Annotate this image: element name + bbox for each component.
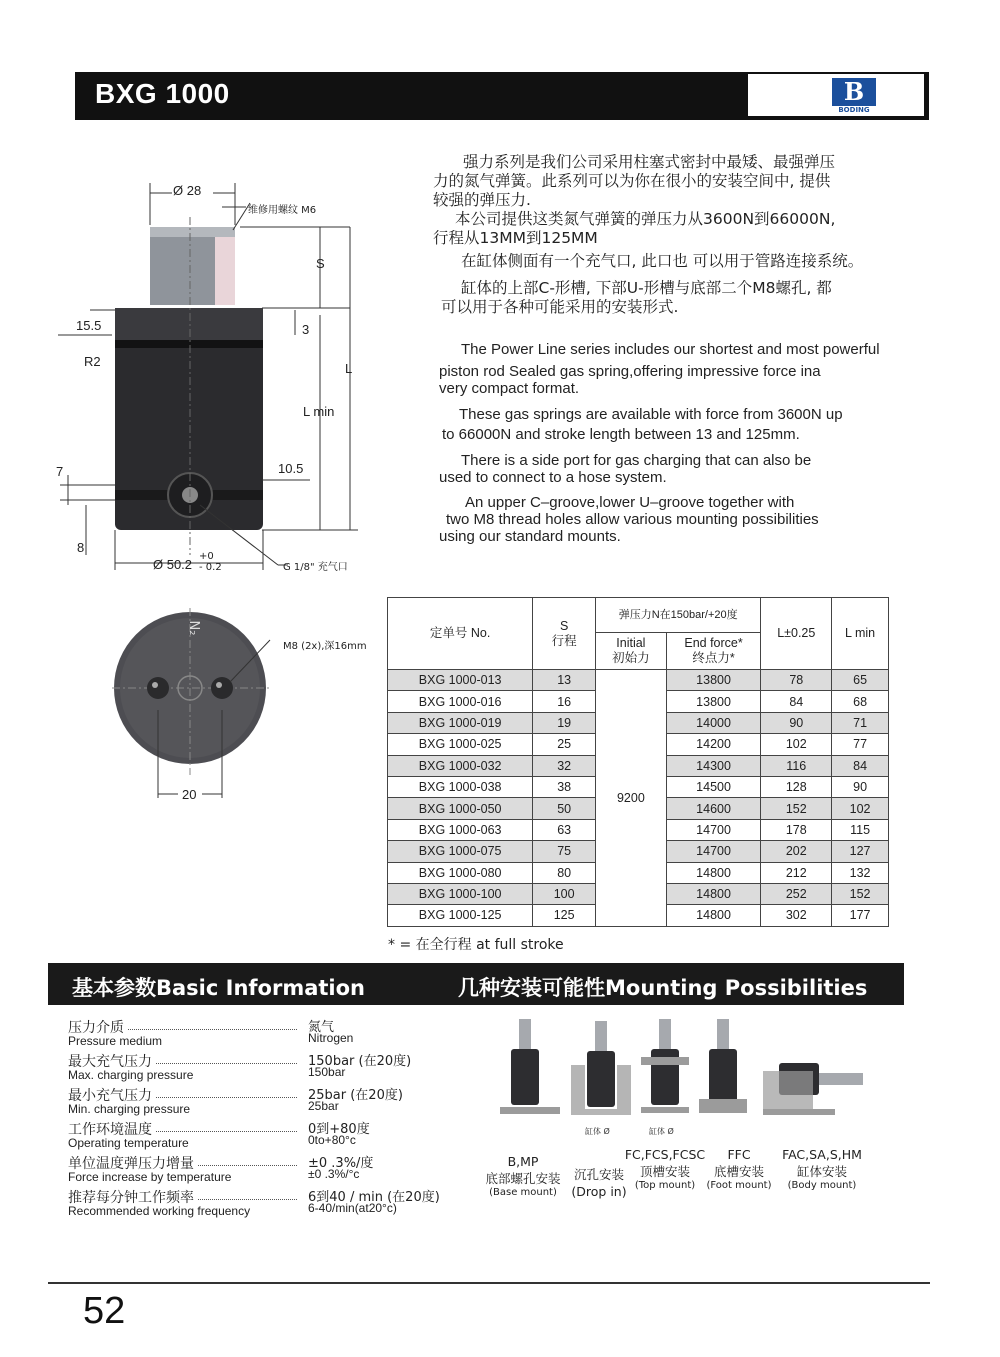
cell-length-min: 102 xyxy=(832,798,889,819)
cell-length: 178 xyxy=(761,819,832,840)
footer-rule xyxy=(48,1282,930,1284)
cell-length-min: 65 xyxy=(832,670,889,691)
table-footnote: * = 在全行程 at full stroke xyxy=(388,937,564,953)
cell-length: 302 xyxy=(761,905,832,926)
cell-end-force: 13800 xyxy=(666,691,761,712)
mount-name-en: (Body mount) xyxy=(787,1180,857,1191)
param-name-cn: 工作环境温度 xyxy=(68,1122,152,1138)
cell-stroke: 125 xyxy=(533,905,596,926)
param-value-en: 6-40/min(at20°c) xyxy=(308,1201,397,1215)
dim-3: 3 xyxy=(302,322,310,337)
cell-end-force: 14600 xyxy=(666,798,761,819)
rod-diameter-label: Ø 28 xyxy=(173,183,202,198)
page-title: BXG 1000 xyxy=(95,78,230,109)
basic-info-item xyxy=(68,1085,438,1119)
dim-10-5: 10.5 xyxy=(278,461,304,476)
cell-length-min: 77 xyxy=(832,734,889,755)
mounting-drawings xyxy=(495,1015,895,1143)
cell-length: 202 xyxy=(761,841,832,862)
param-name-en: Max. charging pressure xyxy=(68,1068,194,1082)
cell-length-min: 177 xyxy=(832,905,889,926)
dim-15-5: 15.5 xyxy=(76,318,102,333)
param-name-cn: 压力介质 xyxy=(68,1020,124,1036)
cell-length: 84 xyxy=(761,691,832,712)
cell-order-no: BXG 1000-025 xyxy=(388,734,533,755)
intro-en-line: piston rod Sealed gas spring,offering impressive force ina xyxy=(439,363,821,380)
mount-name-cn: 底部螺孔安装 xyxy=(485,1171,561,1186)
stroke-label: S xyxy=(316,256,325,271)
base-mount-figure xyxy=(500,1019,560,1114)
leader-dots xyxy=(156,1063,297,1064)
param-value-en: 25bar xyxy=(308,1099,339,1113)
param-name-cn: 最小充气压力 xyxy=(68,1088,152,1104)
cell-length: 128 xyxy=(761,776,832,797)
intro-en-line: An upper C–groove,lower U–groove together with xyxy=(465,494,795,511)
param-value-cn: 25bar (在20度) xyxy=(308,1088,403,1103)
cell-length: 78 xyxy=(761,670,832,691)
cell-end-force: 14800 xyxy=(666,862,761,883)
intro-en-line: These gas springs are available with force from 3600N up xyxy=(459,406,843,423)
cell-initial-force: 9200 xyxy=(596,670,667,927)
intro-cn-line: 在缸体侧面有一个充气口, 此口也 可以用于管路连接系统。 xyxy=(461,252,864,270)
spec-table xyxy=(387,597,889,927)
cell-end-force: 13800 xyxy=(666,670,761,691)
mounting-option xyxy=(762,1146,882,1191)
bottom-view-drawing xyxy=(110,600,290,810)
intro-cn-line: 本公司提供这类氮气弹簧的弹压力从3600N到66000N, xyxy=(455,210,836,228)
col-header-force: 弹压力N在150bar/+20度 xyxy=(596,598,761,633)
basic-info-item xyxy=(68,1153,438,1187)
cell-end-force: 14800 xyxy=(666,883,761,904)
mount-name-cn: 顶槽安装 xyxy=(639,1164,690,1179)
cell-end-force: 14200 xyxy=(666,734,761,755)
cell-length: 102 xyxy=(761,734,832,755)
logo-text: BODING xyxy=(838,106,870,114)
side-view-drawing xyxy=(50,175,380,585)
cell-stroke: 19 xyxy=(533,712,596,733)
basic-info-list xyxy=(68,1017,438,1221)
m8-hole-right xyxy=(211,677,233,699)
basic-info-title: 基本参数Basic Information xyxy=(72,976,365,1000)
cell-end-force: 14300 xyxy=(666,755,761,776)
intro-cn-line: 可以用于各种可能采用的安装形式. xyxy=(441,298,679,316)
intro-cn-line: 较强的弹压力. xyxy=(433,191,531,209)
tol-note-1: 缸体 Ø xyxy=(585,1127,610,1136)
r2-label: R2 xyxy=(84,354,101,369)
cell-order-no: BXG 1000-038 xyxy=(388,776,533,797)
cell-order-no: BXG 1000-013 xyxy=(388,670,533,691)
cell-length: 252 xyxy=(761,883,832,904)
cell-length-min: 132 xyxy=(832,862,889,883)
cell-length-min: 90 xyxy=(832,776,889,797)
cell-length-min: 127 xyxy=(832,841,889,862)
cell-stroke: 63 xyxy=(533,819,596,840)
m8-note: M8 (2x),深16mm xyxy=(283,641,367,652)
leader-dots xyxy=(156,1131,297,1132)
tol-upper: +0 xyxy=(199,551,214,562)
param-value-cn: 6到40 / min (在20度) xyxy=(308,1190,440,1205)
cell-end-force: 14000 xyxy=(666,712,761,733)
param-name-en: Operating temperature xyxy=(68,1136,189,1150)
col-header-no: 定单号 No. xyxy=(388,598,533,670)
drop-in-figure xyxy=(571,1021,631,1115)
leader-dots xyxy=(198,1165,297,1166)
mount-name-cn: 底槽安装 xyxy=(713,1164,764,1179)
cell-end-force: 14700 xyxy=(666,819,761,840)
foot-mount-figure xyxy=(699,1019,747,1113)
intro-en-line: very compact format. xyxy=(439,380,580,397)
col-header-lmin: L min xyxy=(832,598,889,670)
cell-length-min: 71 xyxy=(832,712,889,733)
intro-en-line: two M8 thread holes allow various mounting possibilities xyxy=(446,511,819,528)
mount-name-en: (Foot mount) xyxy=(706,1180,772,1191)
cell-length-min: 84 xyxy=(832,755,889,776)
cell-length-min: 68 xyxy=(832,691,889,712)
basic-info-item xyxy=(68,1051,438,1085)
intro-cn xyxy=(433,153,903,317)
boding-logo-icon xyxy=(832,78,876,106)
col-header-l: L±0.25 xyxy=(761,598,832,670)
intro-en xyxy=(439,341,909,545)
param-value-cn: ±0 .3%/度 xyxy=(308,1156,374,1171)
param-name-cn: 单位温度弹压力增量 xyxy=(68,1156,194,1172)
param-value-cn: 0到+80度 xyxy=(308,1122,370,1137)
basic-info-item xyxy=(68,1119,438,1153)
cell-stroke: 13 xyxy=(533,670,596,691)
page-number: 52 xyxy=(83,1290,126,1332)
param-name-en: Min. charging pressure xyxy=(68,1102,191,1116)
cell-length-min: 115 xyxy=(832,819,889,840)
param-name-en: Pressure medium xyxy=(68,1034,163,1048)
dim-8: 8 xyxy=(77,540,85,555)
cell-order-no: BXG 1000-050 xyxy=(388,798,533,819)
leader-dots xyxy=(156,1097,297,1098)
intro-cn-line: 力的氮气弹簧。此系列可以为你在很小的安装空间中, 提供 xyxy=(433,172,831,190)
tol-note-2: 缸体 Ø xyxy=(649,1127,674,1136)
intro-en-line: using our standard mounts. xyxy=(439,528,621,545)
cell-stroke: 25 xyxy=(533,734,596,755)
cell-stroke: 50 xyxy=(533,798,596,819)
cell-order-no: BXG 1000-080 xyxy=(388,862,533,883)
cell-end-force: 14500 xyxy=(666,776,761,797)
tol-lower: - 0.2 xyxy=(199,562,222,573)
mount-code: FC,FCS,FCSC xyxy=(624,1147,706,1162)
intro-en-line: The Power Line series includes our shortest and most powerful xyxy=(461,341,880,358)
col-header-stroke: S 行程 xyxy=(533,598,596,670)
intro-cn-line: 强力系列是我们公司采用柱塞式密封中最矮、最强弹压 xyxy=(463,153,836,171)
param-value-en: 0to+80°c xyxy=(308,1133,356,1147)
cell-end-force: 14800 xyxy=(666,905,761,926)
cell-length: 90 xyxy=(761,712,832,733)
cell-order-no: BXG 1000-019 xyxy=(388,712,533,733)
cell-order-no: BXG 1000-100 xyxy=(388,883,533,904)
table-row xyxy=(388,670,889,691)
port-note: G 1/8" 充气口 xyxy=(283,562,348,573)
mount-name-cn: 沉孔安装 xyxy=(573,1167,624,1182)
cell-order-no: BXG 1000-063 xyxy=(388,819,533,840)
cell-stroke: 38 xyxy=(533,776,596,797)
param-name-cn: 推荐每分钟工作频率 xyxy=(68,1190,194,1206)
mount-name-cn: 缸体安装 xyxy=(796,1164,847,1179)
param-value-en: 150bar xyxy=(308,1065,346,1079)
dim-20: 20 xyxy=(182,787,197,802)
param-name-en: Recommended working frequency xyxy=(68,1204,251,1218)
mount-code: FAC,SA,S,HM xyxy=(782,1147,862,1162)
cell-length: 116 xyxy=(761,755,832,776)
dim-7: 7 xyxy=(56,464,64,479)
cell-stroke: 80 xyxy=(533,862,596,883)
cell-stroke: 32 xyxy=(533,755,596,776)
cell-stroke: 75 xyxy=(533,841,596,862)
param-name-cn: 最大充气压力 xyxy=(68,1054,152,1070)
mount-name-en: (Top mount) xyxy=(634,1180,696,1191)
m8-hole-left xyxy=(147,677,169,699)
cell-order-no: BXG 1000-125 xyxy=(388,905,533,926)
cell-order-no: BXG 1000-075 xyxy=(388,841,533,862)
cell-end-force: 14700 xyxy=(666,841,761,862)
intro-en-line: to 66000N and stroke length between 13 and 125mm. xyxy=(442,426,800,443)
n2-mark: N₂ xyxy=(186,620,201,636)
param-value-cn: 氮气 xyxy=(308,1020,335,1035)
col-header-end: End force* 终点力* xyxy=(666,633,761,670)
cell-order-no: BXG 1000-032 xyxy=(388,755,533,776)
cell-order-no: BXG 1000-016 xyxy=(388,691,533,712)
intro-cn-line: 行程从13MM到125MM xyxy=(433,229,598,247)
thread-note: 维修用螺纹 M6 xyxy=(248,205,317,216)
top-mount-figure xyxy=(641,1019,689,1113)
lmin-label: L min xyxy=(303,404,335,419)
cell-stroke: 16 xyxy=(533,691,596,712)
intro-en-line: There is a side port for gas charging that can also be xyxy=(461,452,812,469)
mount-name-en: (Drop in) xyxy=(571,1184,627,1199)
param-name-en: Force increase by temperature xyxy=(68,1170,232,1184)
body-mount-figure xyxy=(763,1063,863,1115)
mount-name-en: (Base mount) xyxy=(489,1187,557,1198)
param-value-en: Nitrogen xyxy=(308,1031,354,1045)
logo-letter: B xyxy=(843,78,865,106)
cell-stroke: 100 xyxy=(533,883,596,904)
intro-cn-line: 缸体的上部C-形槽, 下部U-形槽与底部二个M8螺孔, 都 xyxy=(461,279,832,297)
intro-en-line: used to connect to a hose system. xyxy=(439,469,667,486)
cell-length-min: 152 xyxy=(832,883,889,904)
basic-info-item xyxy=(68,1187,438,1221)
length-label: L xyxy=(345,361,353,376)
col-header-initial: Initial 初始力 xyxy=(596,633,667,670)
mount-code: B,MP xyxy=(507,1154,539,1169)
mounting-title: 几种安装可能性Mounting Possibilities xyxy=(458,976,868,1000)
mount-code: FFC xyxy=(727,1147,751,1162)
param-value-cn: 150bar (在20度) xyxy=(308,1054,412,1069)
cell-length: 152 xyxy=(761,798,832,819)
leader-dots xyxy=(198,1199,297,1200)
body-diameter-label: Ø 50.2 xyxy=(153,557,193,572)
basic-info-item xyxy=(68,1017,438,1051)
param-value-en: ±0 .3%/°c xyxy=(308,1167,360,1181)
leader-dots xyxy=(128,1029,297,1030)
cell-length: 212 xyxy=(761,862,832,883)
